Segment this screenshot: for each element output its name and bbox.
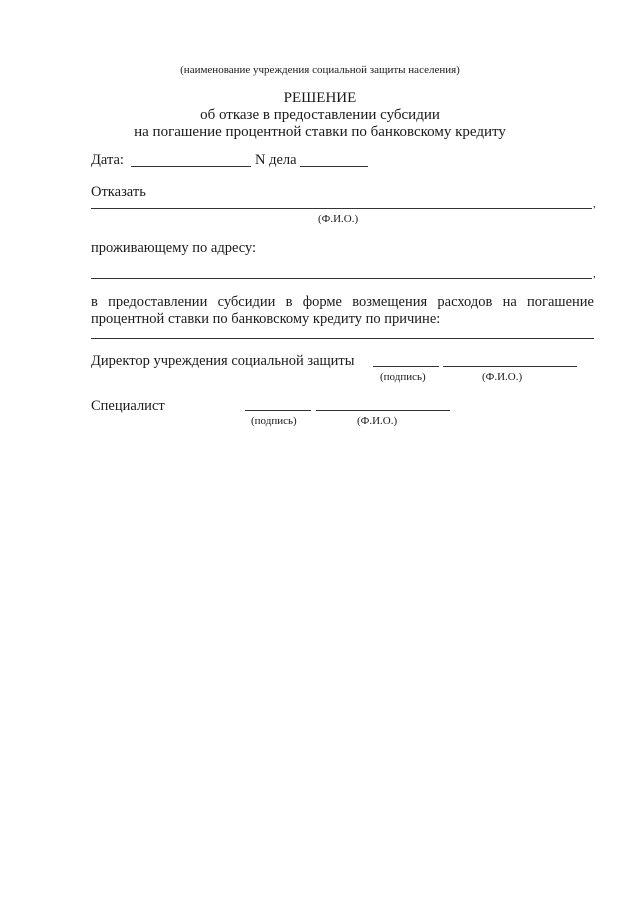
reason-text-line1: в предоставлении субсидии в форме возмещения расходов на погашение [91, 294, 594, 310]
case-number-field[interactable] [300, 166, 368, 167]
address-label: проживающему по адресу: [91, 240, 257, 256]
document-subtitle-line1: об отказе в предоставлении субсидии [200, 107, 440, 123]
specialist-label: Специалист [91, 398, 165, 414]
case-number-label: N дела [255, 152, 297, 168]
specialist-fio-field[interactable] [316, 410, 450, 411]
institution-placeholder: (наименование учреждения социальной защиты населения) [180, 64, 460, 76]
specialist-signature-field[interactable] [245, 410, 311, 411]
director-signature-field[interactable] [373, 366, 439, 367]
director-signature-caption: (подпись) [380, 371, 426, 383]
director-fio-field[interactable] [443, 366, 577, 367]
reason-field[interactable] [91, 338, 594, 339]
director-label: Директор учреждения социальной защиты [91, 353, 355, 369]
document-subtitle-line2: на погашение процентной ставки по банковскому кредиту [134, 124, 506, 140]
refuse-label: Отказать [91, 184, 146, 200]
address-comma: , [593, 268, 596, 280]
reason-text-line2: процентной ставки по банковскому кредиту по причине: [91, 311, 441, 327]
specialist-signature-caption: (подпись) [251, 415, 297, 427]
date-field[interactable] [131, 166, 251, 167]
applicant-fio-caption: (Ф.И.О.) [318, 213, 359, 225]
date-label: Дата: [91, 152, 124, 168]
applicant-name-field[interactable] [91, 208, 592, 209]
address-field[interactable] [91, 278, 592, 279]
specialist-fio-caption: (Ф.И.О.) [357, 415, 398, 427]
applicant-name-comma: , [593, 198, 596, 210]
director-fio-caption: (Ф.И.О.) [482, 371, 523, 383]
document-title: РЕШЕНИЕ [283, 90, 357, 106]
